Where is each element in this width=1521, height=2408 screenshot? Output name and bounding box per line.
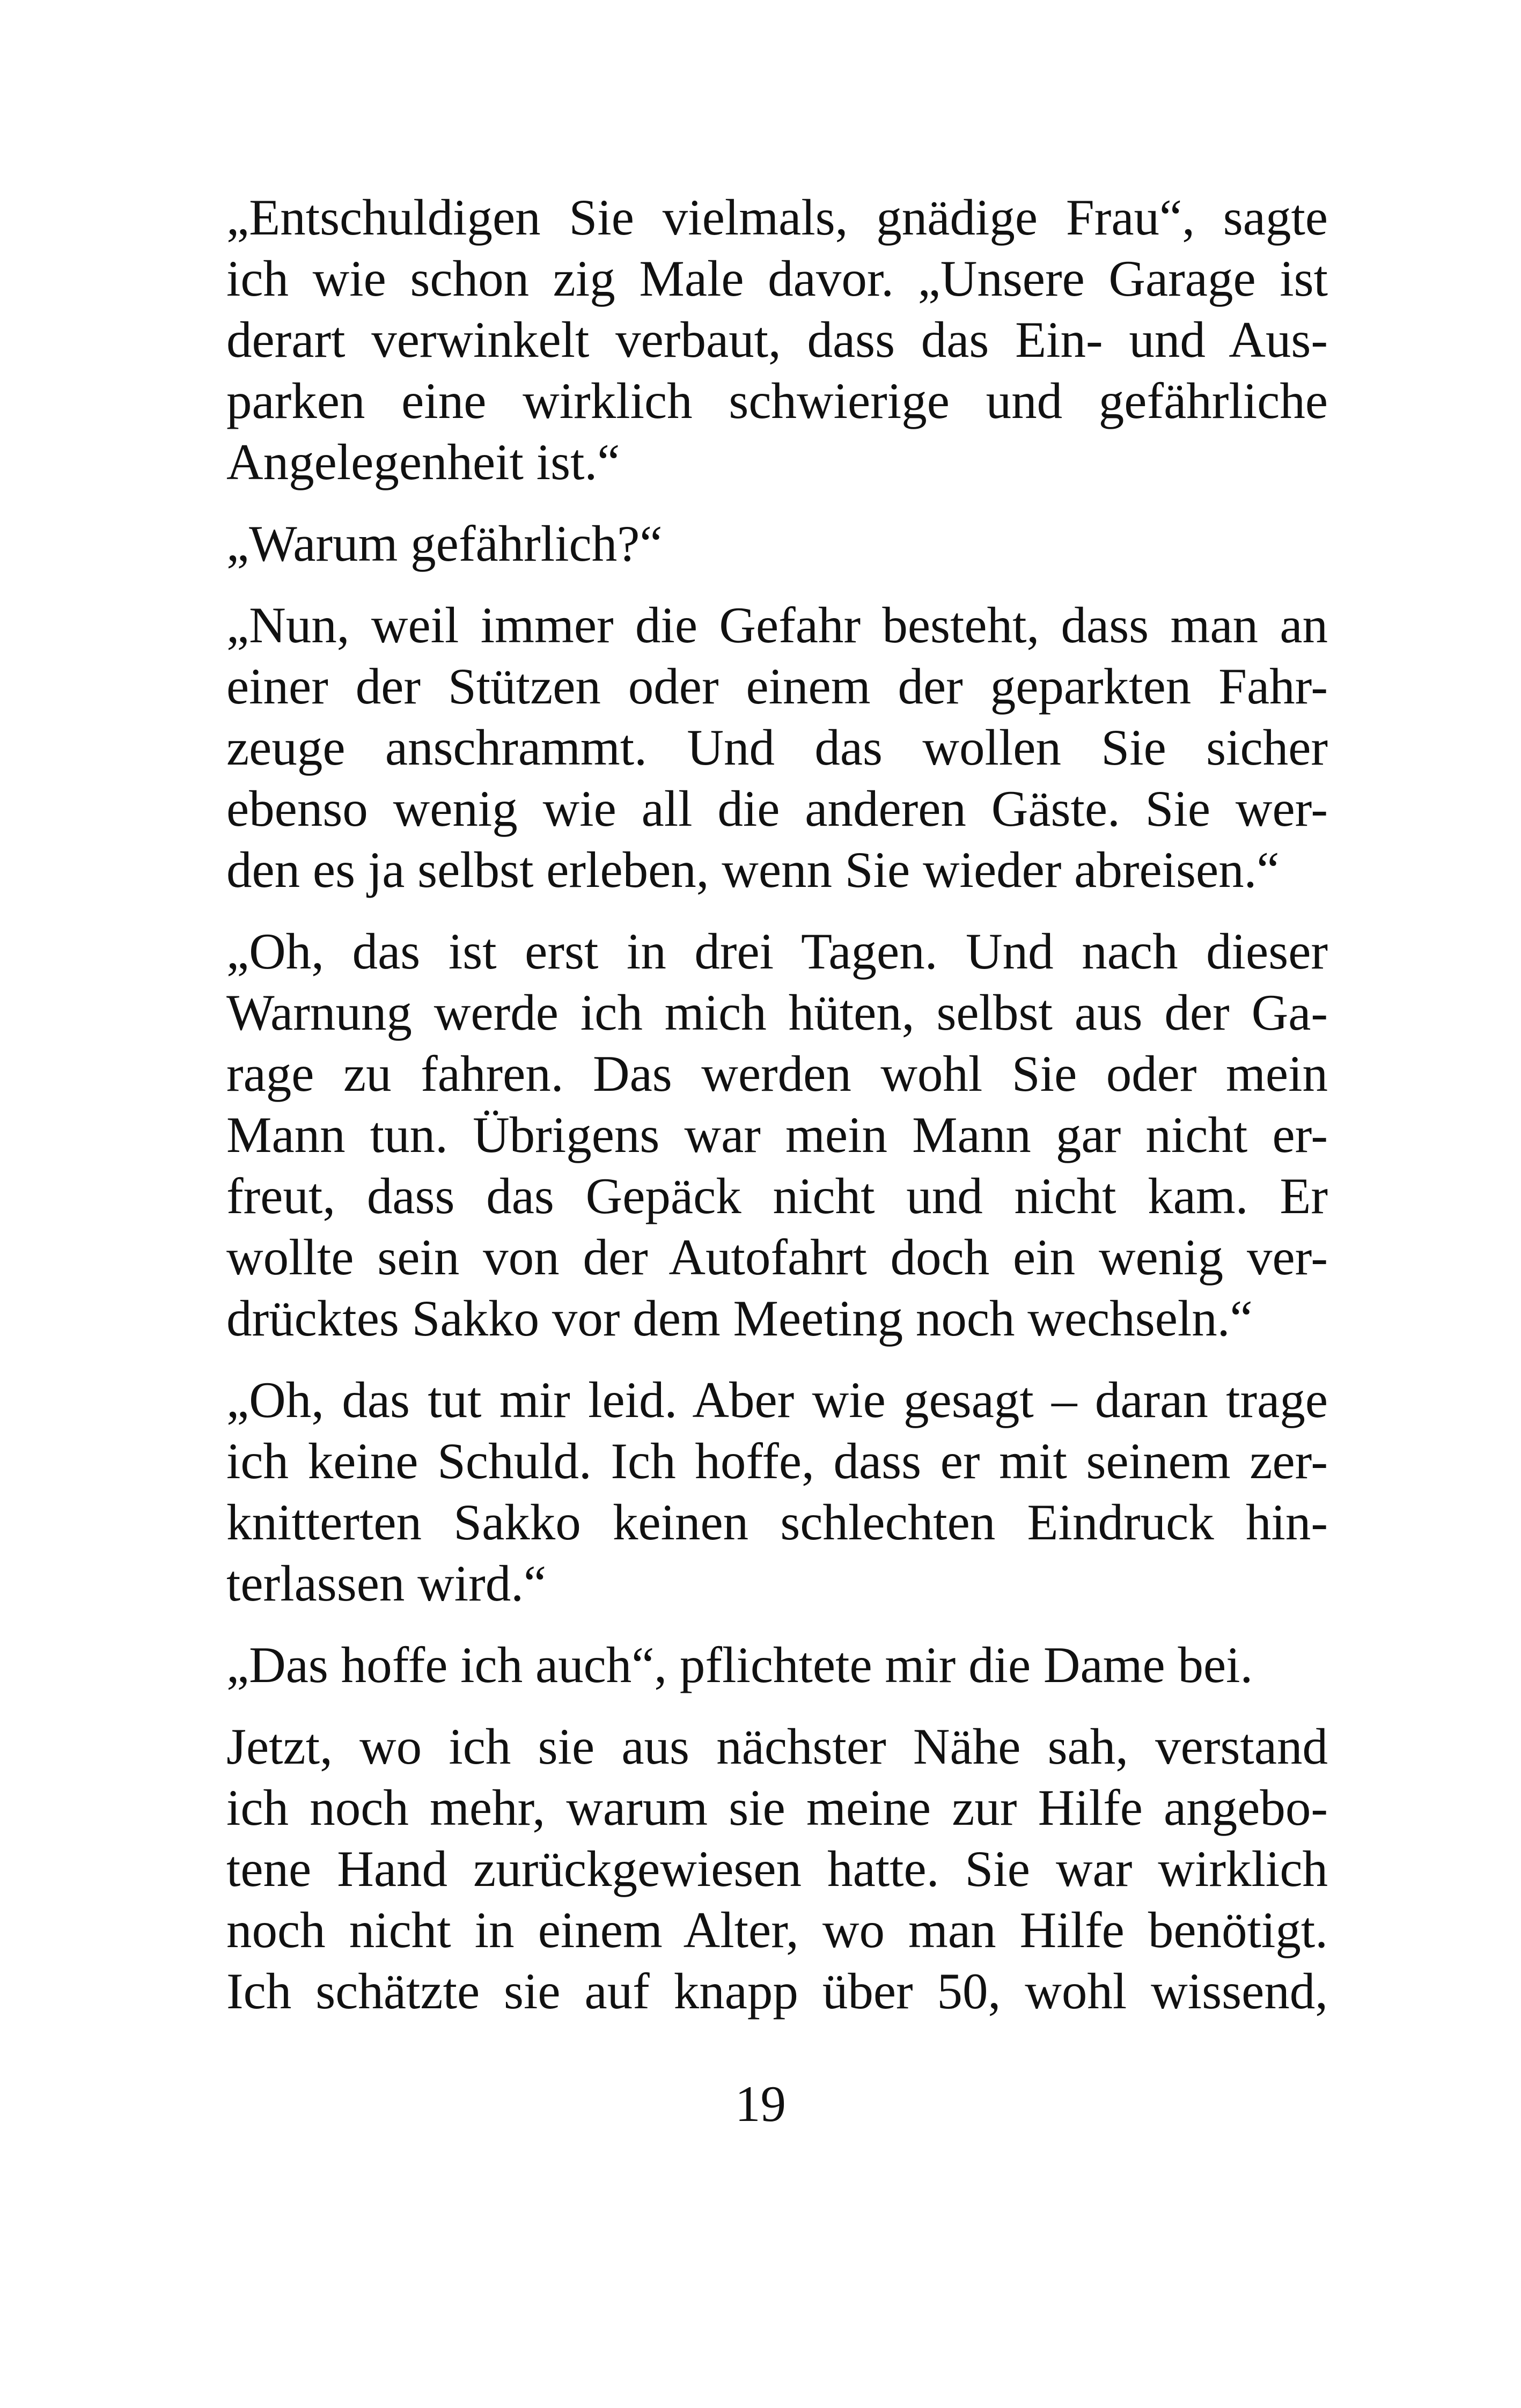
text-line: ich keine Schuld. Ich hoffe, dass er mit seinem zer-: [226, 1433, 1328, 1489]
text-line: drücktes Sakko vor dem Meeting noch wechseln.“: [226, 1290, 1253, 1347]
text-line: „Oh, das tut mir leid. Aber wie gesagt – daran trage: [226, 1371, 1328, 1428]
paragraph: [226, 594, 1328, 900]
text-line: parken eine wirklich schwierige und gefährliche: [226, 372, 1328, 429]
text-line: zeuge anschrammt. Und das wollen Sie sicher: [226, 719, 1328, 776]
text-line: ebenso wenig wie all die anderen Gäste. Sie wer-: [226, 780, 1328, 837]
text-line: Mann tun. Übrigens war mein Mann gar nicht er-: [226, 1106, 1328, 1163]
text-line: Ich schätzte sie auf knapp über 50, wohl wissend,: [226, 1963, 1328, 2020]
paragraph: [226, 1716, 1328, 2022]
text-line: noch nicht in einem Alter, wo man Hilfe benötigt.: [226, 1902, 1328, 1958]
body-text: [226, 187, 1328, 2042]
page-number: 19: [735, 2075, 786, 2132]
paragraph: [226, 921, 1328, 1349]
text-line: terlassen wird.“: [226, 1555, 547, 1612]
text-line: freut, dass das Gepäck nicht und nicht kam. Er: [226, 1168, 1328, 1224]
text-line: knitterten Sakko keinen schlechten Eindruck hin-: [226, 1494, 1328, 1551]
text-line: rage zu fahren. Das werden wohl Sie oder mein: [226, 1045, 1328, 1102]
text-line: ich noch mehr, warum sie meine zur Hilfe angebo-: [226, 1779, 1328, 1836]
text-line: derart verwinkelt verbaut, dass das Ein- und Aus-: [226, 311, 1328, 368]
text-line: Jetzt, wo ich sie aus nächster Nähe sah, verstand: [226, 1718, 1328, 1775]
text-line: „Entschuldigen Sie vielmals, gnädige Frau“, sagte: [226, 189, 1328, 246]
paragraph: [226, 1634, 1328, 1695]
text-line: den es ja selbst erleben, wenn Sie wieder abreisen.“: [226, 841, 1280, 898]
text-line: „Das hoffe ich auch“, pflichtete mir die Dame bei.: [226, 1636, 1253, 1693]
paragraph: [226, 187, 1328, 493]
text-line: einer der Stützen oder einem der geparkten Fahr-: [226, 658, 1328, 715]
paragraph: [226, 513, 1328, 574]
paragraph: [226, 1369, 1328, 1614]
text-line: wollte sein von der Autofahrt doch ein wenig ver-: [226, 1229, 1328, 1286]
text-line: „Warum gefährlich?“: [226, 515, 663, 572]
text-line: Angelegenheit ist.“: [226, 434, 620, 490]
text-line: tene Hand zurückgewiesen hatte. Sie war wirklich: [226, 1840, 1328, 1897]
text-line: „Nun, weil immer die Gefahr besteht, dass man an: [226, 597, 1328, 654]
text-line: „Oh, das ist erst in drei Tagen. Und nach dieser: [226, 923, 1328, 980]
text-line: Warnung werde ich mich hüten, selbst aus der Ga-: [226, 984, 1328, 1041]
text-line: ich wie schon zig Male davor. „Unsere Garage ist: [226, 250, 1328, 307]
